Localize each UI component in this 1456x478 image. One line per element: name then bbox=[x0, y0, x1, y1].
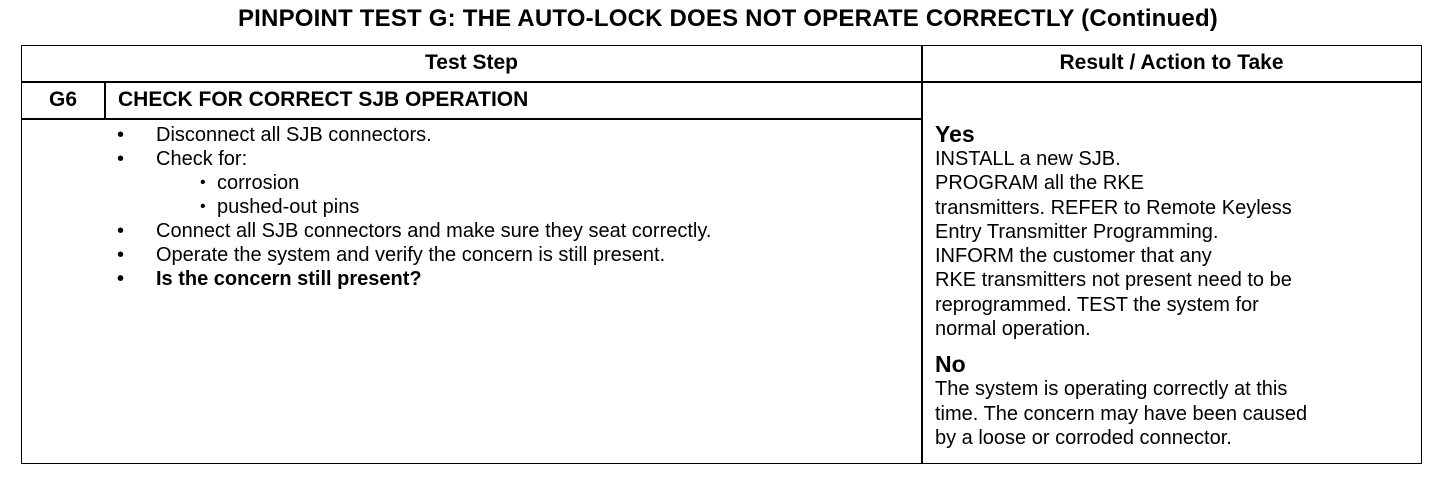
yes-line: INFORM the customer that any bbox=[935, 245, 1212, 268]
no-line: by a loose or corroded connector. bbox=[935, 426, 1232, 449]
step-id: G6 bbox=[48, 88, 77, 111]
check-item-corrosion: • corrosion bbox=[156, 171, 912, 195]
yes-line: reprogrammed. TEST the system for bbox=[935, 293, 1259, 316]
yes-line: normal operation. bbox=[935, 318, 1091, 341]
step-item-question: • Is the concern still present? bbox=[112, 267, 912, 291]
yes-line: Entry Transmitter Programming. bbox=[935, 220, 1219, 243]
yes-line: PROGRAM all the RKE bbox=[935, 172, 1144, 195]
result-no bbox=[935, 351, 1415, 450]
step-item-check-for bbox=[112, 147, 912, 219]
result-yes bbox=[935, 121, 1415, 341]
yes-line: transmitters. REFER to Remote Keyless bbox=[935, 196, 1292, 219]
header-result-action: Result / Action to Take bbox=[1059, 51, 1284, 74]
column-divider bbox=[921, 46, 923, 463]
check-item-pushed-out-pins: • pushed-out pins bbox=[156, 195, 912, 219]
step-item-operate: • Operate the system and verify the concern is still present. bbox=[112, 243, 912, 267]
step-title-divider bbox=[22, 118, 921, 120]
step-instructions bbox=[112, 123, 912, 291]
step-item-disconnect: • Disconnect all SJB connectors. bbox=[112, 123, 912, 147]
result-action bbox=[935, 119, 1415, 450]
pinpoint-test-table bbox=[21, 45, 1422, 464]
yes-line: RKE transmitters not present need to be bbox=[935, 269, 1292, 292]
yes-line: INSTALL a new SJB. bbox=[935, 148, 1121, 170]
step-id-divider bbox=[104, 81, 106, 118]
header-test-step: Test Step bbox=[425, 51, 518, 74]
check-for-label: Check for: bbox=[156, 148, 248, 170]
no-line: The system is operating correctly at this bbox=[935, 378, 1288, 401]
yes-label: Yes bbox=[935, 121, 975, 147]
page-title: PINPOINT TEST G: THE AUTO-LOCK DOES NOT OPERATE CORRECTLY (Continued) bbox=[237, 5, 1219, 32]
step-item-connect: • Connect all SJB connectors and make sure they seat correctly. bbox=[112, 219, 912, 243]
check-for-list bbox=[156, 171, 912, 219]
step-title: CHECK FOR CORRECT SJB OPERATION bbox=[118, 88, 529, 111]
no-line: time. The concern may have been caused bbox=[935, 402, 1308, 425]
no-label: No bbox=[935, 351, 966, 378]
